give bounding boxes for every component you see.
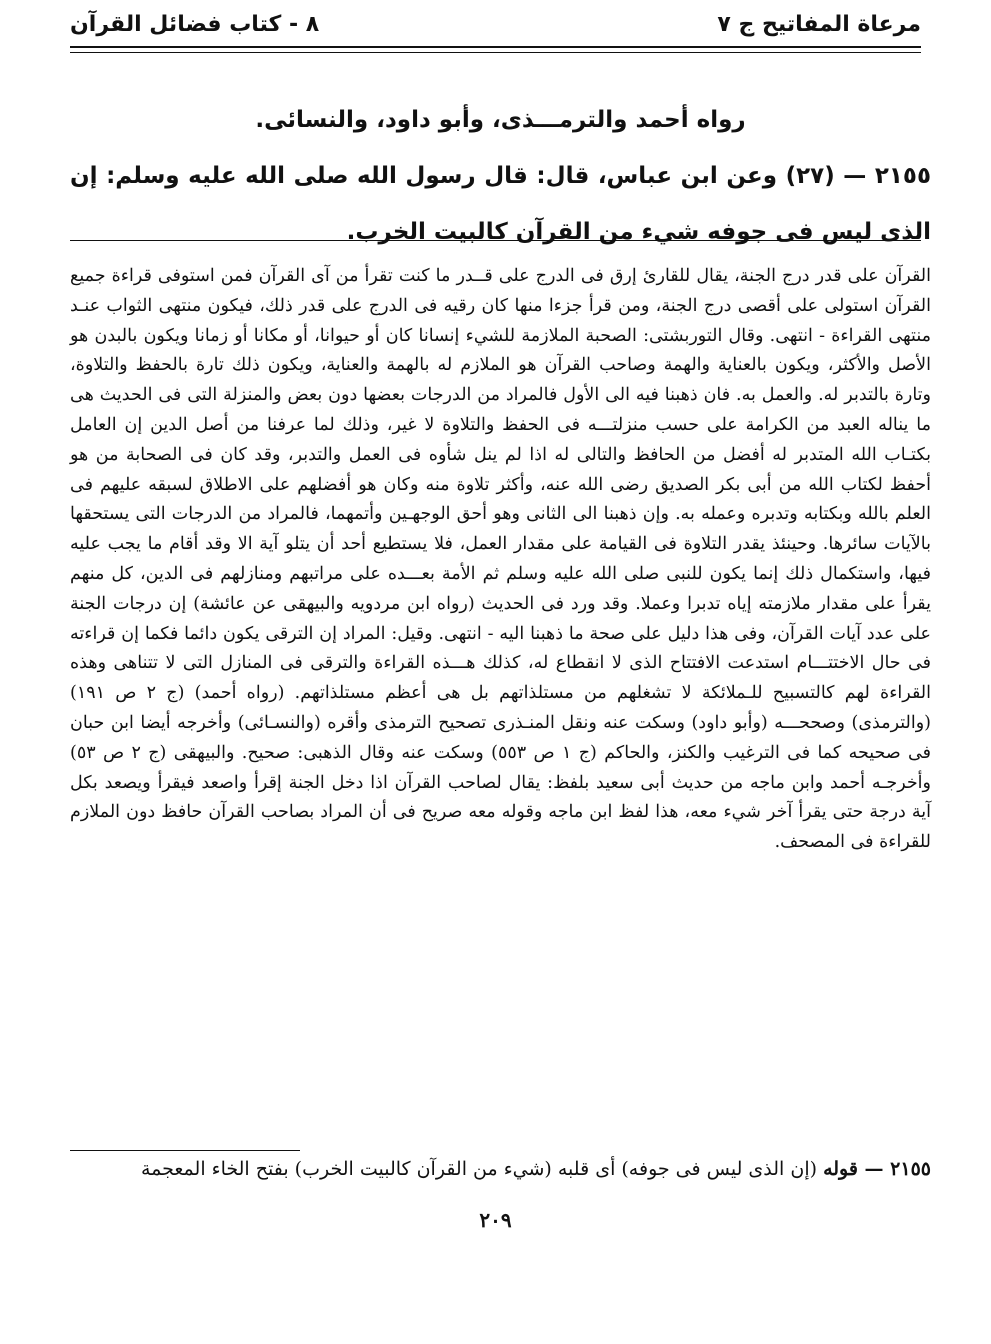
footnote-rule (70, 1150, 300, 1151)
commentary-text (70, 262, 931, 858)
note-text: (إن الذى ليس فى جوفه) أى قلبه (شيء من القرآن كالبيت الخرب) بفتح الخاء المعجمة (140, 1158, 818, 1180)
text-separator-rule (70, 240, 921, 241)
hadith-text (70, 92, 931, 260)
note-number: ٢١٥٥ — قوله (823, 1158, 931, 1180)
commentary-paragraph: القرآن على قدر درج الجنة، يقال للقارئ إرق فى الدرج على قــدر ما كنت تقرأ من آى القرآن فمن استوفى قراءة جميع القرآن استولى على أقصى درج الجنة، ومن قرأ جزءا منها كان رقيه فى الدرج على قدر ذلك، فيكون منتهى الثواب عنـد منتهى القراءة - انتهى. وقال التوربشتى: الصحبة الملازمة للشيء إنسانا كان أو حيوانا، أو مكانا أو زمانا ويكون بالبدن هو الأصل والأكثر، ويكون بالعناية والهمة وصاحب القرآن هو الملازم له بالهمة والعناية، ويكون ذلك تارة بالحفظ والتلاوة، وتارة بالتدبر له. والعمل به. فان ذهبنا فيه الى الأول فالمراد من الدرجات بعضها دون بعض والمنزلة التى فى الحديث هى ما يناله العبد من الكرامة على حسب منزلتـــه فى الحفظ والتلاوة لا غير، وذلك لما عرفنا من أصل الدين إن العامل بكتـاب الله المتدبر له أفضل من الحافظ والتالى له اذا لم ينل شأوه فى العمل والتدبر، وقد كان فى الصحابة من هو أحفظ لكتاب الله من أبى بكر الصديق رضى الله عنه، وأكثر تلاوة منه وكان هو أفضلهم على الاطلاق لسبقه عليهم فى العلم بالله وبكتابه وتدبره وعمله به. وإن ذهبنا الى الثانى وهو أحق الوجهـين وأتمهما، فالمراد من الدرجات التى يستحقها بالآيات سائرها. وحينئذ يقدر التلاوة فى القيامة على مقدار العمل، فلا يستطيع أحد أن يتلو آية الا وقد أقام ما يجب عليه فيها، واستكمال ذلك إنما يكون للنبى صلى الله عليه وسلم ثم الأمة بعـــده على مراتبهم ومنازلهم فى الدين، كل منهم يقرأ على مقدار ملازمته إياه تدبرا وعملا. وقد ورد فى الحديث (رواه ابن مردويه والبيهقى عن عائشة) إن درجات الجنة على عدد آيات القرآن، وفى هذا دليل على صحة ما ذهبنا اليه - انتهى. وقيل: المراد إن الترقى يكون دائما فكما إن قراءته فى حال الاختتـــام استدعت الافتتاح الذى لا انقطاع له، كذلك هـــذه القراءة والترقى فى المنازل التى لا تتناهى وهذه القراءة لهم كالتسبيح للـملائكة لا تشغلهم من مستلذاتهم بل هى أعظم مستلذاتهم. (رواه أحمد) (ج ٢ ص ١٩١) (والترمذى) وصححـــه (وأبو داود) وسكت عنه ونقل المنـذرى تصحيح الترمذى وأقره (والنسـائى) وأخرجه أيضا ابن حبان فى صحيحه كما فى الترغيب والكنز، والحاكم (ج ١ ص ٥٥٣) وسكت عنه وقال الذهبى: صحيح. والبيهقى (ج ٢ ص ٥٣) وأخرجـه أحمد وابن ماجه من حديث أبى سعيد بلفظ: يقال لصاحب القرآن اذا دخل الجنة إقرأ واصعد فيقرأ ويصعد بكل آية درجة حتى يقرأ آخر شيء معه، هذا لفظ ابن ماجه وقوله معه صريح فى أن المراد بصاحب القرآن حافظ دون الملازم للقراءة فى المصحف. (70, 266, 931, 853)
previous-hadith-attribution: رواه أحمد والترمـــذى، وأبو داود، والنسائى. (255, 107, 746, 133)
next-commentary-line (60, 1152, 931, 1186)
book-title: مرعاة المفاتيح ج ٧ (717, 11, 921, 37)
header-rule (70, 46, 921, 53)
running-header (70, 4, 921, 44)
chapter-title: ٨ - كتاب فضائل القرآن (70, 11, 320, 37)
page-number: ٢٠٩ (479, 1208, 512, 1232)
hadith-body: ٢١٥٥ — (٢٧) وعن ابن عباس، قال: قال رسول الله صلى الله عليه وسلم: إن الذى ليس فى جوفه شيء من القرآن كالبيت الخرب. (70, 163, 931, 245)
